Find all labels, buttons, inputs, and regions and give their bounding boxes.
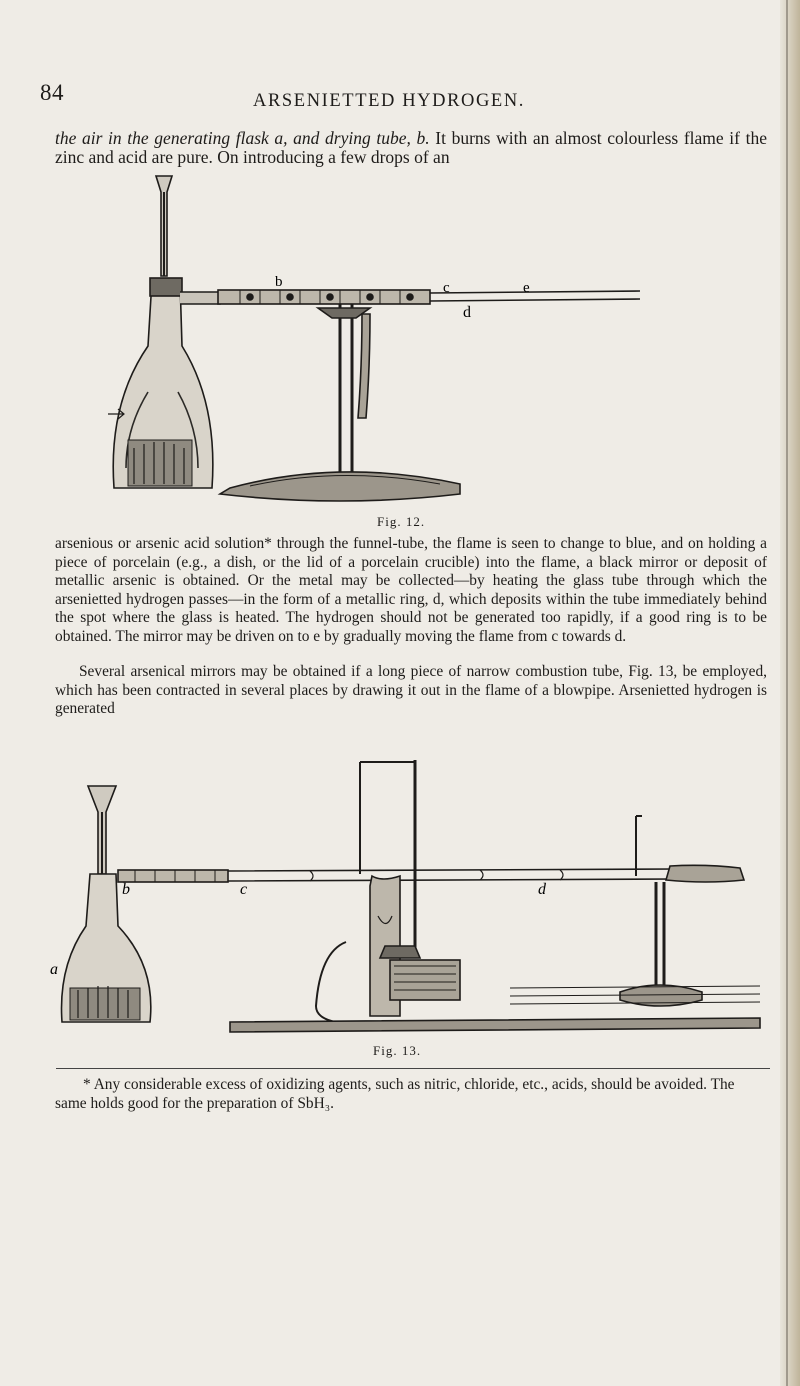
label-b-fig13: b — [122, 881, 130, 898]
italic-phrase: the air in the generating flask a, and drying tube, b. — [55, 128, 430, 148]
footnote: * Any considerable excess of oxidizing agents, such as nitric, chloride, etc., acids, should be avoided. The same holds good for the preparation of SbH₃. — [55, 1076, 735, 1112]
paragraph-continuation — [55, 129, 767, 167]
page-number: 84 — [40, 80, 64, 105]
figure-13-caption: Fig. 13. — [373, 1043, 422, 1058]
label-d-fig13: d — [538, 881, 546, 898]
base-board — [230, 1018, 760, 1032]
running-title: ARSENIETTED HYDROGEN. — [253, 91, 526, 111]
paragraph-arsenic-test: arsenious or arsenic acid solution* through the funnel-tube, the flame is seen to change to blue, and on holding a piece of porcelain (e.g., a dish, or the lid of a porcelain crucible) into the flame, a black mirror or deposit of metallic arsenic is obtained. Or the metal may be collected—by heating the glass tube through which the arsenietted hydrogen passes—in the form of a metallic ring, d, which deposits within the tube immediately behind the spot where the glass is heated. The hydrogen should not be generated too rapidly, if a good ring is to be obtained. The mirror may be driven on to e by gradually moving the flame from c towards d. — [55, 535, 767, 645]
label-e-fig12: e — [523, 280, 530, 296]
ignition-tube — [430, 291, 640, 301]
label-a-fig13: a — [50, 961, 58, 978]
combustion-tube — [228, 869, 676, 881]
figure-12-apparatus — [100, 168, 640, 513]
paragraph-continuation-text: It burns with an almost colourless flame if the zinc and acid are pure. On introducing a few drops of an — [55, 128, 767, 167]
figure-13-apparatus — [50, 756, 760, 1041]
support-disc — [666, 865, 744, 882]
label-c-fig12: c — [443, 280, 450, 296]
label-c-fig13: c — [240, 881, 248, 898]
footnote-divider — [56, 1068, 770, 1069]
base-plate — [220, 472, 460, 501]
page-edge-line — [786, 0, 788, 1386]
label-d-fig12: d — [463, 304, 471, 321]
flask-liquid — [128, 440, 192, 486]
label-b-fig12: b — [275, 274, 283, 290]
paragraph-arsenical-mirrors: Several arsenical mirrors may be obtained if a long piece of narrow combustion tube, Fig. 13, be employed, which has been contracted in several places by drawing it out in the flame of a blowpipe. Arsenietted hydrogen is generated — [55, 663, 767, 718]
figure-12-caption: Fig. 12. — [377, 514, 426, 529]
page-edge-shadow — [780, 0, 800, 1386]
